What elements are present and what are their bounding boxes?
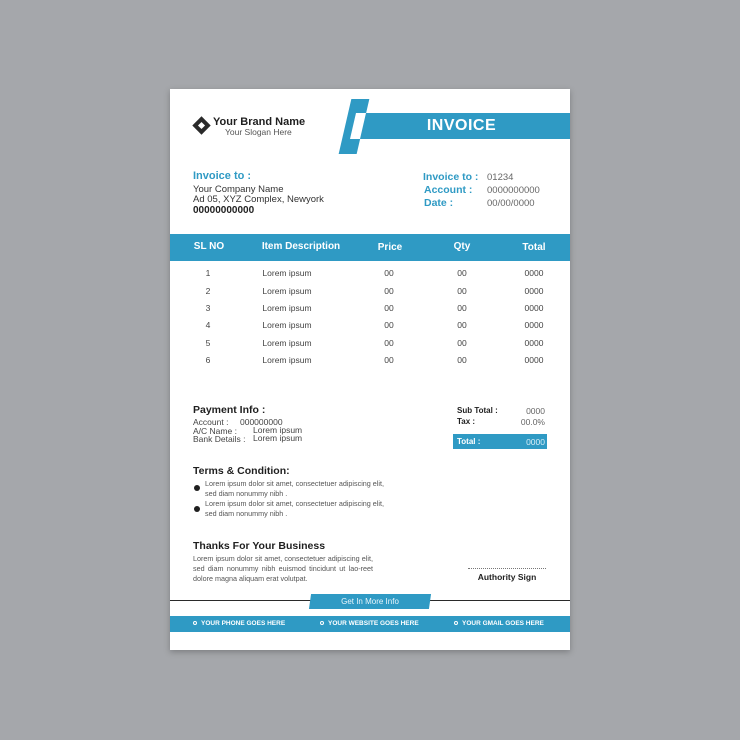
table-cell: Lorem ipsum bbox=[262, 286, 312, 296]
table-cell: 6 bbox=[205, 355, 211, 365]
column-header: Price bbox=[377, 242, 403, 253]
table-cell: Lorem ipsum bbox=[262, 303, 312, 313]
column-header: SL NO bbox=[193, 241, 225, 252]
footer-email-text: YOUR GMAIL GOES HERE bbox=[462, 620, 544, 627]
website-bullet-icon bbox=[320, 621, 324, 625]
footer-website-text: YOUR WEBSITE GOES HERE bbox=[328, 620, 419, 627]
table-cell: 1 bbox=[205, 268, 211, 278]
brand-slogan: Your Slogan Here bbox=[225, 127, 292, 137]
thanks-text: Lorem ipsum dolor sit amet, consectetuer adipiscing elit, sed diam nonummy nibh euismod tincidunt ut lao-reet dolore magna aliquam erat volutpat. bbox=[193, 554, 373, 583]
table-cell: 00 bbox=[457, 320, 467, 330]
table-cell: 0000 bbox=[524, 268, 544, 278]
total-label: Total : bbox=[457, 437, 481, 446]
invoice-title: INVOICE bbox=[426, 117, 497, 134]
email-bullet-icon bbox=[454, 621, 458, 625]
payment-label: A/C Name : bbox=[193, 426, 237, 436]
table-cell: 0000 bbox=[524, 355, 544, 365]
footer-email bbox=[454, 616, 544, 632]
table-header bbox=[170, 234, 570, 261]
table-cell: 0000 bbox=[524, 286, 544, 296]
bullet-icon bbox=[194, 506, 200, 512]
table-cell: 2 bbox=[205, 286, 211, 296]
payment-value: Lorem ipsum bbox=[253, 433, 303, 443]
payment-value: 000000000 bbox=[240, 417, 283, 427]
terms-item: Lorem ipsum dolor sit amet, consectetuer adipiscing elit, sed diam nonummy nibh . bbox=[205, 479, 384, 498]
meta-label: Date : bbox=[424, 197, 454, 209]
table-cell: 00 bbox=[384, 303, 394, 313]
meta-value: 00/00/0000 bbox=[487, 198, 535, 209]
meta-value: 0000000000 bbox=[487, 185, 540, 196]
payment-value: Lorem ipsum bbox=[253, 425, 303, 435]
payment-label: Account : bbox=[193, 417, 229, 427]
table-cell: 00 bbox=[457, 303, 467, 313]
column-header: Item Description bbox=[261, 241, 341, 252]
tax-value: 00.0% bbox=[520, 417, 545, 427]
table-cell: 00 bbox=[457, 268, 467, 278]
signature-line bbox=[468, 568, 546, 569]
subtotal-label: Sub Total : bbox=[457, 406, 498, 415]
terms-item: Lorem ipsum dolor sit amet, consectetuer adipiscing elit, sed diam nonummy nibh . bbox=[205, 499, 384, 518]
footer-phone bbox=[193, 616, 285, 632]
subtotal-value: 0000 bbox=[526, 406, 545, 416]
column-header: Qty bbox=[453, 241, 471, 252]
invoice-to-label: Invoice to : bbox=[193, 170, 252, 182]
signature-label: Authority Sign bbox=[477, 572, 537, 582]
tax-label: Tax : bbox=[457, 417, 476, 426]
footer-website bbox=[320, 616, 419, 632]
meta-label: Invoice to : bbox=[423, 171, 479, 183]
footer-phone-text: YOUR PHONE GOES HERE bbox=[201, 620, 286, 627]
table-cell: 00 bbox=[384, 286, 394, 296]
table-cell: 4 bbox=[205, 320, 211, 330]
brand-logo-icon bbox=[192, 116, 210, 134]
table-cell: 3 bbox=[205, 303, 211, 313]
payment-label: Bank Details : bbox=[193, 434, 246, 444]
table-cell: 00 bbox=[384, 355, 394, 365]
table-cell: 00 bbox=[457, 286, 467, 296]
client-address: Ad 05, XYZ Complex, Newyork bbox=[193, 194, 324, 205]
brand-name: Your Brand Name bbox=[213, 116, 306, 128]
invoice-page bbox=[170, 89, 570, 650]
table-cell: 0000 bbox=[524, 320, 544, 330]
thanks-title: Thanks For Your Business bbox=[193, 540, 326, 552]
table-cell: 00 bbox=[384, 268, 394, 278]
table-cell: 0000 bbox=[524, 303, 544, 313]
table-cell: 00 bbox=[384, 338, 394, 348]
meta-label: Account : bbox=[424, 184, 473, 196]
more-info-label: Get In More Info bbox=[341, 597, 399, 606]
table-cell: 00 bbox=[384, 320, 394, 330]
table-cell: 00 bbox=[457, 355, 467, 365]
table-cell: Lorem ipsum bbox=[262, 320, 312, 330]
table-cell: 00 bbox=[457, 338, 467, 348]
table-cell: 5 bbox=[205, 338, 211, 348]
phone-bullet-icon bbox=[193, 621, 197, 625]
table-cell: Lorem ipsum bbox=[262, 338, 312, 348]
client-phone: 00000000000 bbox=[193, 205, 255, 216]
table-cell: 0000 bbox=[524, 338, 544, 348]
payment-info-title: Payment Info : bbox=[193, 404, 266, 416]
table-cell: Lorem ipsum bbox=[262, 268, 312, 278]
meta-value: 01234 bbox=[487, 172, 514, 183]
terms-title: Terms & Condition: bbox=[193, 465, 290, 477]
total-value: 0000 bbox=[526, 437, 545, 447]
table-cell: Lorem ipsum bbox=[262, 355, 312, 365]
client-company: Your Company Name bbox=[193, 184, 284, 195]
bullet-icon bbox=[194, 485, 200, 491]
column-header: Total bbox=[522, 242, 546, 253]
